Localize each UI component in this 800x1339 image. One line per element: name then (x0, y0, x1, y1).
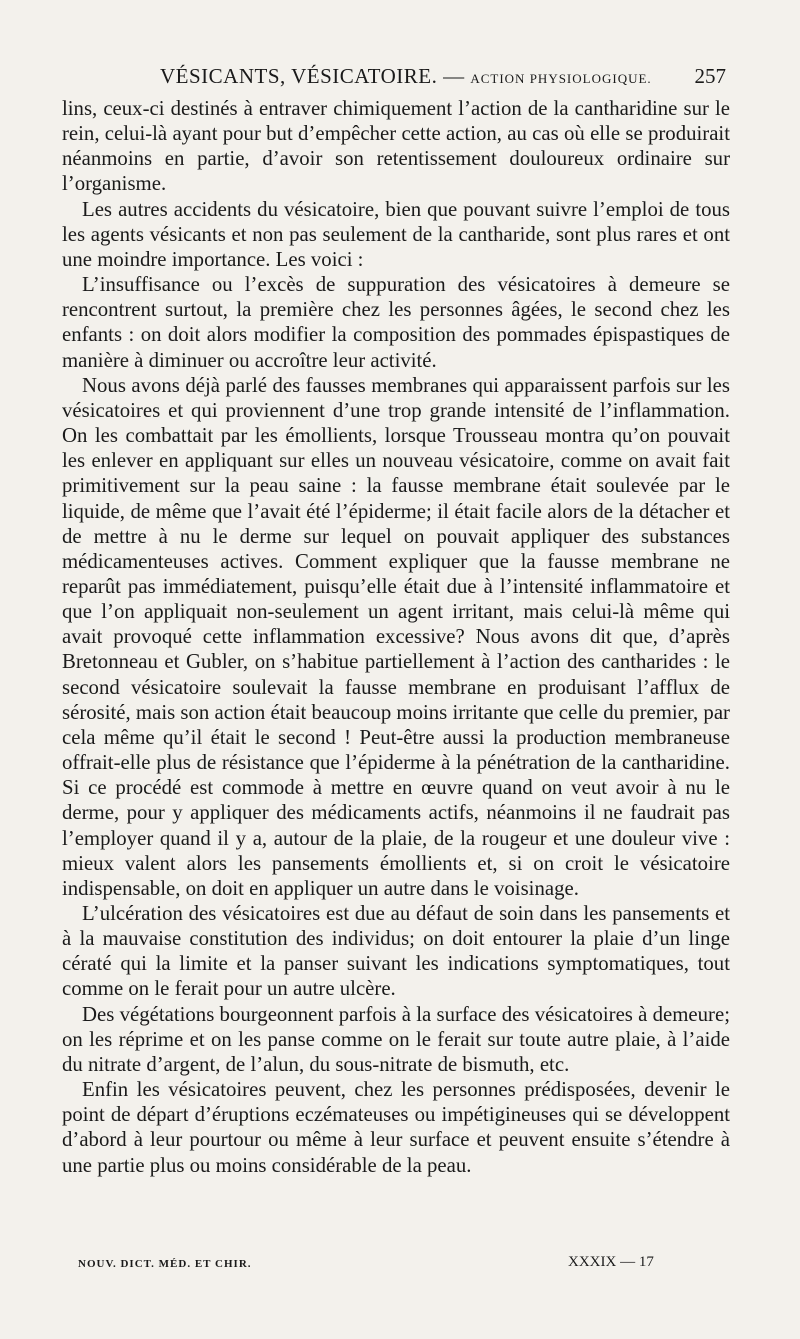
running-header (62, 56, 730, 96)
paragraph-suppuration: L’insuffisance ou l’excès de suppuration des vésicatoires à demeure se rencontrent surtout, la première chez les personnes âgées, le second chez les enfants : on doit alors modifier la composition des pommades épispastiques de manière à diminuer ou accroître leur activité. (62, 273, 730, 372)
paragraph-continuation: lins, ceux-ci destinés à entraver chimiquement l’action de la cantharidine sur le rein, celui-là ayant pour but d’empêcher cette action, au cas où elle se produirait néanmoins en partie, d’avoir son retentissement douloureux ordinaire sur l’organisme. (62, 97, 730, 196)
page-body (62, 96, 730, 1178)
paragraph-eruptions: Enfin les vésicatoires peuvent, chez les personnes prédisposées, devenir le point de départ d’éruptions eczémateuses ou impétigineuses qui se développent d’abord à leur pourtour ou même à leur surface et peuvent ensuite s’étendre à une partie plus ou moins considérable de la peau. (62, 1078, 730, 1177)
paragraph-false-membranes: Nous avons déjà parlé des fausses membranes qui apparaissent parfois sur les vésicatoires et qui proviennent d’une trop grande intensité de l’inflammation. On les combattait par les émollients, lorsque Trousseau montra qu’on pouvait les enlever en appliquant sur elles un nouveau vésicatoire, comme on avait fait primitivement sur la peau saine : la fausse membrane était soulevée par le liquide, de même que l’avait été l’épiderme; il était facile alors de la détacher et de mettre à nu le derme sur lequel on pouvait appliquer des substances médicamenteuses actives. Comment expliquer que la fausse membrane ne reparût pas immédiatement, puisqu’elle était due à l’intensité inflammatoire et que l’on appliquait non-seulement un agent irritant, mais celui-là même qui avait provoqué cette inflammation excessive? Nous avons dit que, d’après Bretonneau et Gubler, on s’habitue partiellement à l’action des cantharides : le second vésicatoire soulevait la fausse membrane en produisant l’afflux de sérosité, mais son action était beaucoup moins irritante que celle du premier, par cela même qu’il était le second ! Peut-être aussi la production membraneuse offrait-elle plus de résistance que l’épiderme à la pénétration de la cantharidine. Si ce procédé est commode à mettre en œuvre quand on veut avoir à nu le derme, pour y appliquer des médicaments actifs, néanmoins il ne faudrait pas l’employer quand il y a, autour de la plaie, de la rougeur et une douleur vive : mieux valent alors les pansements émollients et, si on croit le vésicatoire indispensable, on doit en appliquer un autre dans le voisinage. (62, 373, 730, 900)
footer-signature: XXXIX — 17 (568, 1254, 654, 1270)
running-title (160, 64, 652, 89)
paragraph-ulceration: L’ulcération des vésicatoires est due au défaut de soin dans les pansements et à la mauvaise constitution des individus; on doit entourer la plaie d’un linge cératé qui la limite et la panser suivant les indications symptomatiques, tout comme on le ferait pour un autre ulcère. (62, 902, 730, 1001)
page-number: 257 (694, 64, 726, 88)
running-title-main: VÉSICANTS, VÉSICATOIRE. — (160, 64, 471, 88)
paragraph-vegetations: Des végétations bourgeonnent parfois à la surface des vésicatoires à demeure; on les réprime et on les panse comme on le ferait sur toute autre plaie, à l’aide du nitrate d’argent, de l’alun, du sous-nitrate de bismuth, etc. (62, 1002, 730, 1076)
page-footer (78, 1254, 730, 1278)
footer-source: NOUV. DICT. MÉD. ET CHIR. (78, 1258, 252, 1270)
paragraph-other-accidents: Les autres accidents du vésicatoire, bien que pouvant suivre l’emploi de tous les agents vésicants et non pas seulement de la cantharide, sont plus rares et ont une moindre importance. Les voici : (62, 197, 730, 271)
running-title-section: ACTION PHYSIOLOGIQUE. (470, 71, 652, 86)
